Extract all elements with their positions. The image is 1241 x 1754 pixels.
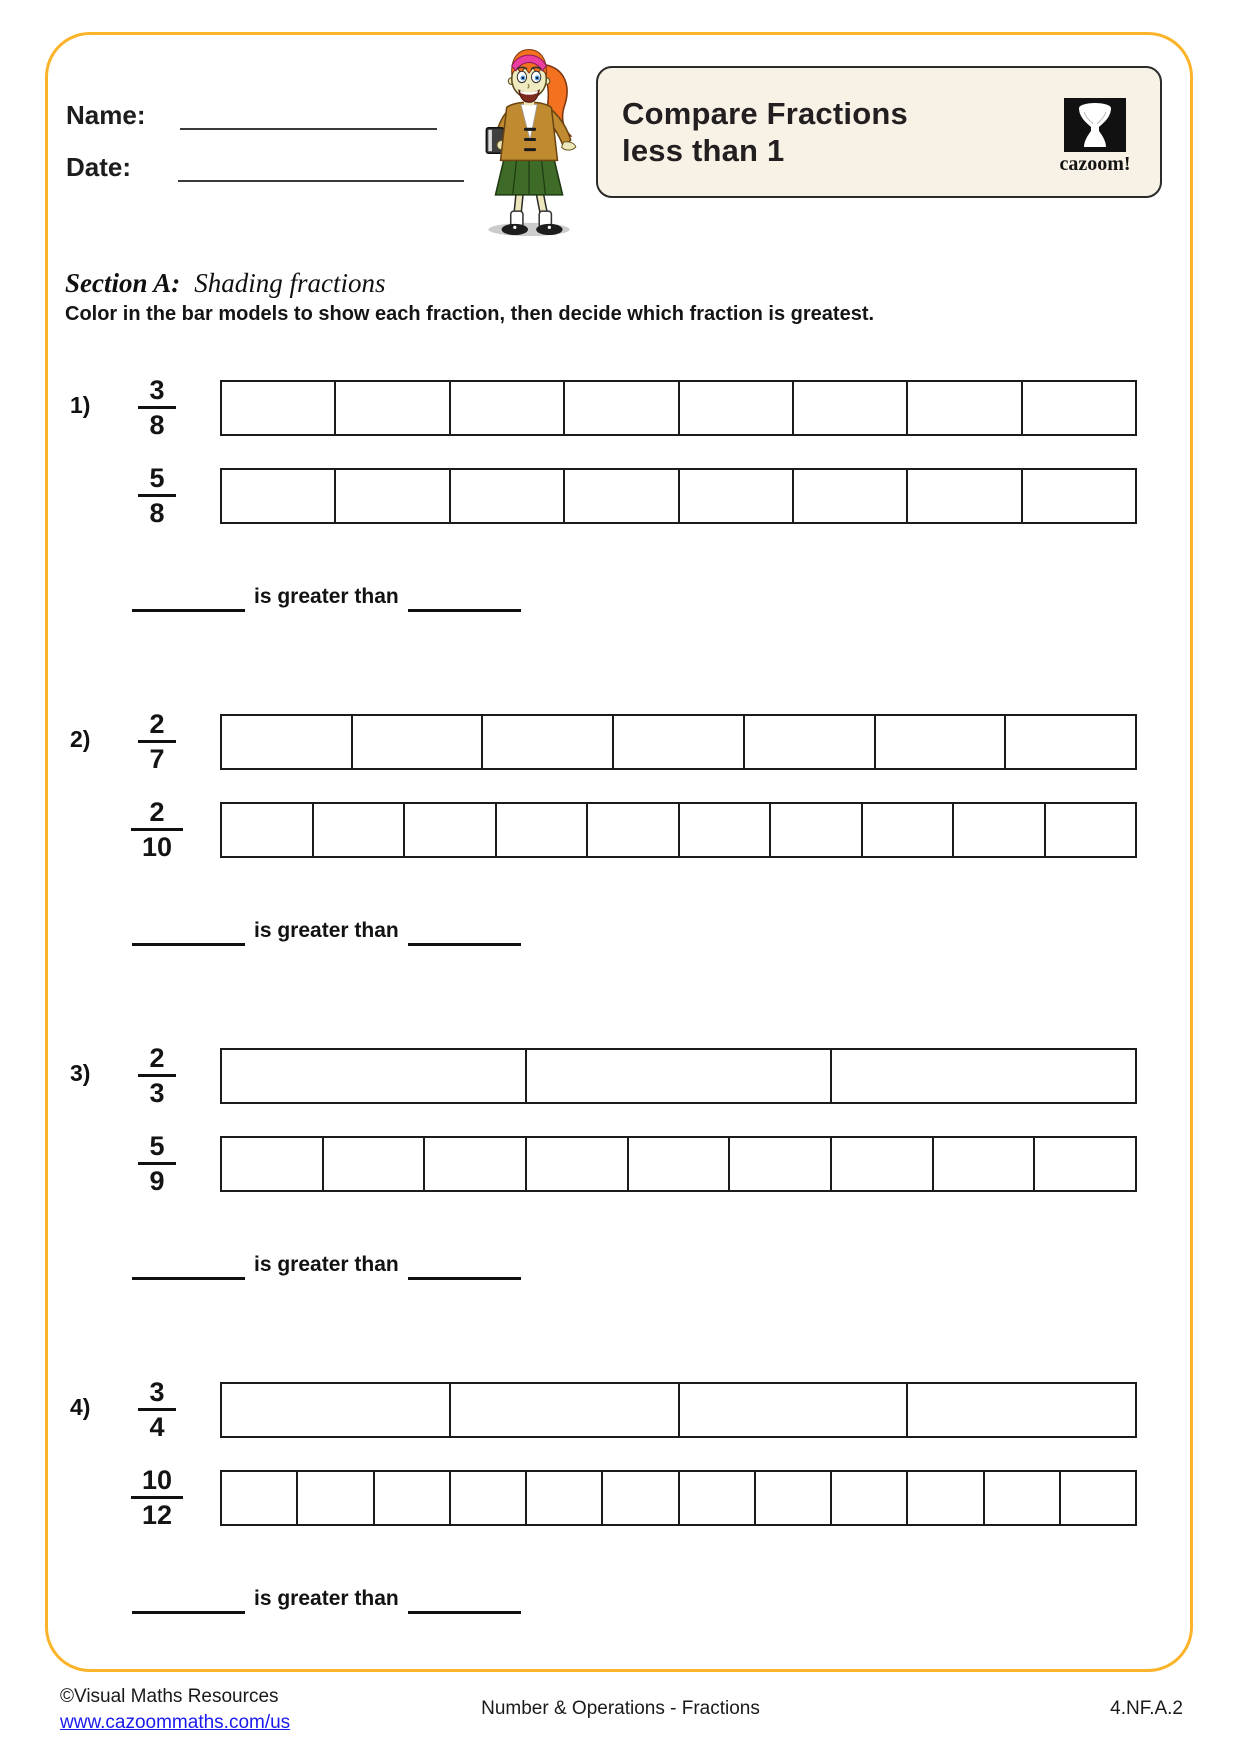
bar-cell[interactable]	[586, 804, 678, 856]
bar-cell[interactable]	[678, 1472, 754, 1524]
answer-row	[132, 582, 521, 612]
numerator: 5	[149, 463, 165, 493]
name-input-line[interactable]	[180, 128, 437, 130]
section-title: Shading fractions	[194, 268, 386, 298]
bar-cell[interactable]	[678, 804, 770, 856]
fraction-bar-top	[220, 1382, 1137, 1438]
fraction-bottom	[115, 796, 199, 863]
bar-cell[interactable]	[222, 804, 312, 856]
bar-cell[interactable]	[983, 1472, 1059, 1524]
numerator: 3	[149, 375, 165, 405]
fraction-top	[115, 374, 199, 441]
schoolgirl-illustration	[466, 42, 588, 238]
bar-cell[interactable]	[449, 1472, 525, 1524]
answer-blank-lesser[interactable]	[408, 1585, 521, 1614]
denominator: 3	[138, 1074, 175, 1109]
section-label: Section A:	[65, 268, 181, 298]
copyright-text: ©Visual Maths Resources	[60, 1686, 279, 1707]
bar-cell[interactable]	[906, 1472, 982, 1524]
denominator: 8	[138, 406, 175, 441]
problem-number: 1)	[70, 392, 91, 418]
fraction-bar-bottom	[220, 468, 1137, 524]
numerator: 2	[149, 797, 165, 827]
bar-cell[interactable]	[1033, 1138, 1135, 1190]
numerator: 2	[149, 709, 165, 739]
bar-cell[interactable]	[322, 1138, 424, 1190]
bar-cell[interactable]	[932, 1138, 1034, 1190]
footer-topic: Number & Operations - Fractions	[481, 1698, 760, 1719]
bar-cell[interactable]	[525, 1050, 830, 1102]
problem-number: 3)	[70, 1060, 91, 1086]
bar-cell[interactable]	[1044, 804, 1136, 856]
bar-cell[interactable]	[678, 382, 792, 434]
name-label: Name:	[66, 100, 146, 130]
bar-cell[interactable]	[351, 716, 482, 768]
fraction-top	[115, 1042, 199, 1109]
instruction-text: Color in the bar models to show each fraction, then decide which fraction is greatest.	[65, 303, 875, 325]
denominator: 4	[138, 1408, 175, 1443]
answer-blank-lesser[interactable]	[408, 917, 521, 946]
numerator: 2	[149, 1043, 165, 1073]
bar-cell[interactable]	[222, 1472, 296, 1524]
title-box	[596, 66, 1162, 198]
bar-cell[interactable]	[563, 470, 677, 522]
fraction-top	[115, 1376, 199, 1443]
bar-cell[interactable]	[403, 804, 495, 856]
fraction-top	[115, 708, 199, 775]
bar-cell[interactable]	[601, 1472, 677, 1524]
problem-row	[0, 1043, 1241, 1358]
bar-cell[interactable]	[728, 1138, 830, 1190]
denominator: 10	[131, 828, 183, 863]
bar-cell[interactable]	[495, 804, 587, 856]
bar-cell[interactable]	[792, 382, 906, 434]
answer-blank-lesser[interactable]	[408, 583, 521, 612]
fraction-bar-top	[220, 380, 1137, 436]
bar-cell[interactable]	[222, 382, 334, 434]
bar-cell[interactable]	[861, 804, 953, 856]
bar-cell[interactable]	[222, 716, 351, 768]
bar-cell[interactable]	[678, 1384, 907, 1436]
bar-cell[interactable]	[423, 1138, 525, 1190]
date-input-line[interactable]	[178, 180, 464, 182]
fraction-bar-top	[220, 714, 1137, 770]
problem-row	[0, 375, 1241, 690]
bar-cell[interactable]	[952, 804, 1044, 856]
answer-blank-greater[interactable]	[132, 1585, 245, 1614]
title-line-2: less than 1	[622, 133, 785, 168]
denominator: 7	[138, 740, 175, 775]
is-greater-than-label: is greater than	[254, 1253, 399, 1276]
denominator: 8	[138, 494, 175, 529]
bar-cell[interactable]	[906, 382, 1020, 434]
bar-cell[interactable]	[222, 1384, 449, 1436]
bar-cell[interactable]	[627, 1138, 729, 1190]
bar-cell[interactable]	[1059, 1472, 1135, 1524]
section-heading	[65, 268, 386, 299]
problem-number: 2)	[70, 726, 91, 752]
answer-blank-lesser[interactable]	[408, 1251, 521, 1280]
numerator: 5	[149, 1131, 165, 1161]
bar-cell[interactable]	[449, 470, 563, 522]
bar-cell[interactable]	[874, 716, 1005, 768]
bar-cell[interactable]	[334, 470, 448, 522]
bar-cell[interactable]	[222, 1050, 525, 1102]
bar-cell[interactable]	[792, 470, 906, 522]
numerator: 3	[149, 1377, 165, 1407]
denominator: 9	[138, 1162, 175, 1197]
answer-blank-greater[interactable]	[132, 1251, 245, 1280]
fraction-bar-bottom	[220, 1136, 1137, 1192]
problem-row	[0, 709, 1241, 1024]
answer-blank-greater[interactable]	[132, 583, 245, 612]
bar-cell[interactable]	[830, 1472, 906, 1524]
bar-cell[interactable]	[830, 1138, 932, 1190]
fraction-bottom	[115, 1130, 199, 1197]
fraction-bar-top	[220, 1048, 1137, 1104]
bar-cell[interactable]	[373, 1472, 449, 1524]
bar-cell[interactable]	[525, 1138, 627, 1190]
bar-cell[interactable]	[678, 470, 792, 522]
bar-cell[interactable]	[296, 1472, 372, 1524]
answer-row	[132, 916, 521, 946]
bar-cell[interactable]	[481, 716, 612, 768]
bar-cell[interactable]	[222, 1138, 322, 1190]
bar-cell[interactable]	[906, 470, 1020, 522]
bar-cell[interactable]	[449, 382, 563, 434]
date-label: Date:	[66, 152, 132, 182]
bar-cell[interactable]	[743, 716, 874, 768]
bar-cell[interactable]	[312, 804, 404, 856]
bar-cell[interactable]	[1021, 470, 1135, 522]
fraction-bar-bottom	[220, 802, 1137, 858]
bar-cell[interactable]	[449, 1384, 678, 1436]
bar-cell[interactable]	[830, 1050, 1135, 1102]
is-greater-than-label: is greater than	[254, 585, 399, 608]
bar-cell[interactable]	[525, 1472, 601, 1524]
website-link[interactable]: www.cazoommaths.com/us	[60, 1712, 291, 1733]
fraction-bottom	[115, 462, 199, 529]
answer-row	[132, 1584, 521, 1614]
title-line-1: Compare Fractions	[622, 96, 908, 131]
fraction-bottom	[115, 1464, 199, 1531]
bar-cell[interactable]	[769, 804, 861, 856]
is-greater-than-label: is greater than	[254, 919, 399, 942]
problem-row	[0, 1377, 1241, 1692]
problem-number: 4)	[70, 1394, 91, 1420]
djembe-drum-icon	[1064, 98, 1126, 152]
bar-cell[interactable]	[222, 470, 334, 522]
cazoom-logo-text: cazoom!	[1059, 153, 1131, 175]
cazoom-logo	[1048, 98, 1142, 176]
fraction-bar-bottom	[220, 1470, 1137, 1526]
is-greater-than-label: is greater than	[254, 1587, 399, 1610]
standard-code: 4.NF.A.2	[1110, 1698, 1183, 1719]
bar-cell[interactable]	[1021, 382, 1135, 434]
bar-cell[interactable]	[563, 382, 677, 434]
answer-blank-greater[interactable]	[132, 917, 245, 946]
bar-cell[interactable]	[612, 716, 743, 768]
bar-cell[interactable]	[906, 1384, 1135, 1436]
bar-cell[interactable]	[1004, 716, 1135, 768]
denominator: 12	[131, 1496, 183, 1531]
bar-cell[interactable]	[334, 382, 448, 434]
numerator: 10	[141, 1465, 173, 1495]
bar-cell[interactable]	[754, 1472, 830, 1524]
answer-row	[132, 1250, 521, 1280]
